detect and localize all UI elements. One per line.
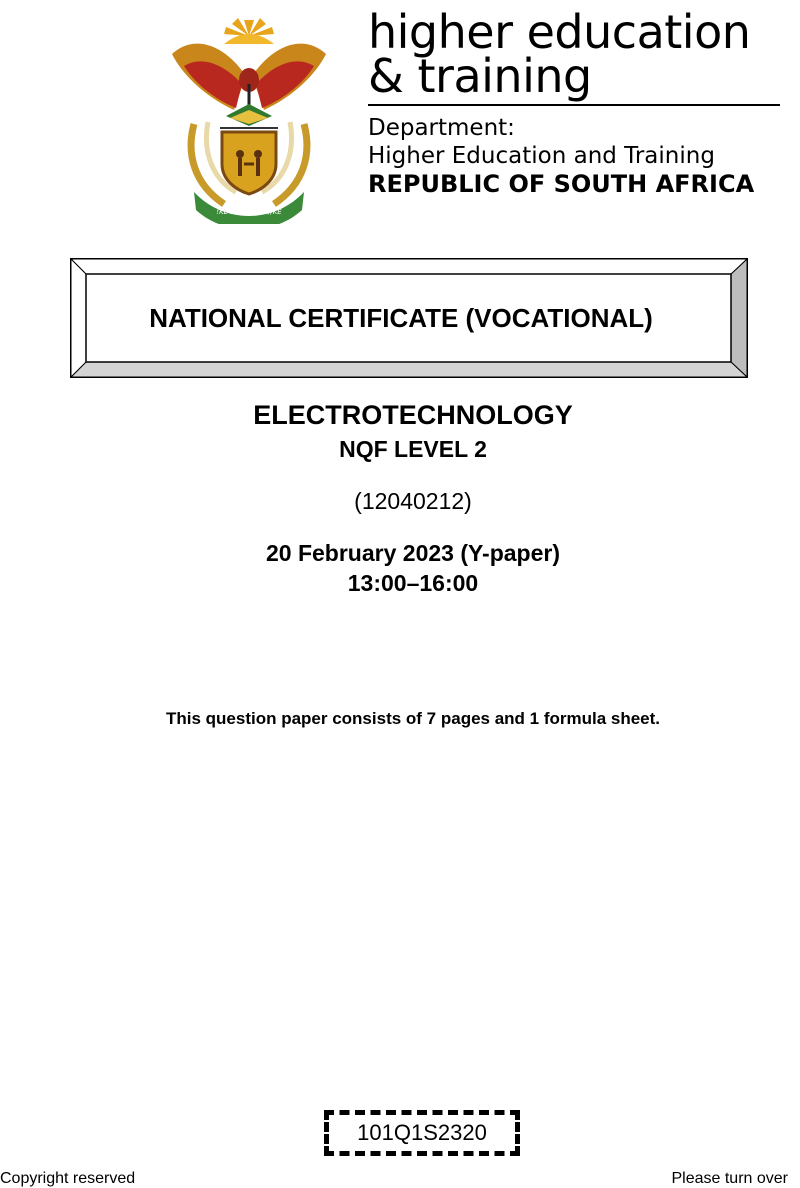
dept-label: Department: <box>368 115 515 141</box>
exam-date: 20 February 2023 (Y-paper) <box>265 540 561 566</box>
subject-title: ELECTROTECHNOLOGY <box>253 400 573 430</box>
footer-copyright: Copyright reserved <box>0 1170 136 1187</box>
pages-note: This question paper consists of 7 pages and 1 formula sheet. <box>165 709 661 728</box>
certificate-frame <box>70 258 748 378</box>
sun-icon <box>224 18 274 44</box>
reference-code: 101Q1S2320 <box>357 1120 487 1145</box>
footer-turn-over: Please turn over <box>671 1170 788 1187</box>
nqf-level: NQF LEVEL 2 <box>339 436 487 462</box>
exam-time: 13:00–16:00 <box>347 570 479 596</box>
dept-title-line2: & training <box>368 49 592 103</box>
reference-code-box <box>324 1110 520 1156</box>
dept-title-line1: higher education <box>368 5 751 59</box>
dept-divider <box>368 104 780 106</box>
department-block <box>368 5 788 198</box>
coat-of-arms-icon <box>164 14 334 224</box>
dept-name: Higher Education and Training <box>368 143 715 169</box>
certificate-title: NATIONAL CERTIFICATE (VOCATIONAL) <box>149 302 653 333</box>
country-name: REPUBLIC OF SOUTH AFRICA <box>368 170 755 198</box>
motto-text: !KE E: /XARRA //KE <box>216 208 282 216</box>
subject-code: (12040212) <box>354 488 472 514</box>
